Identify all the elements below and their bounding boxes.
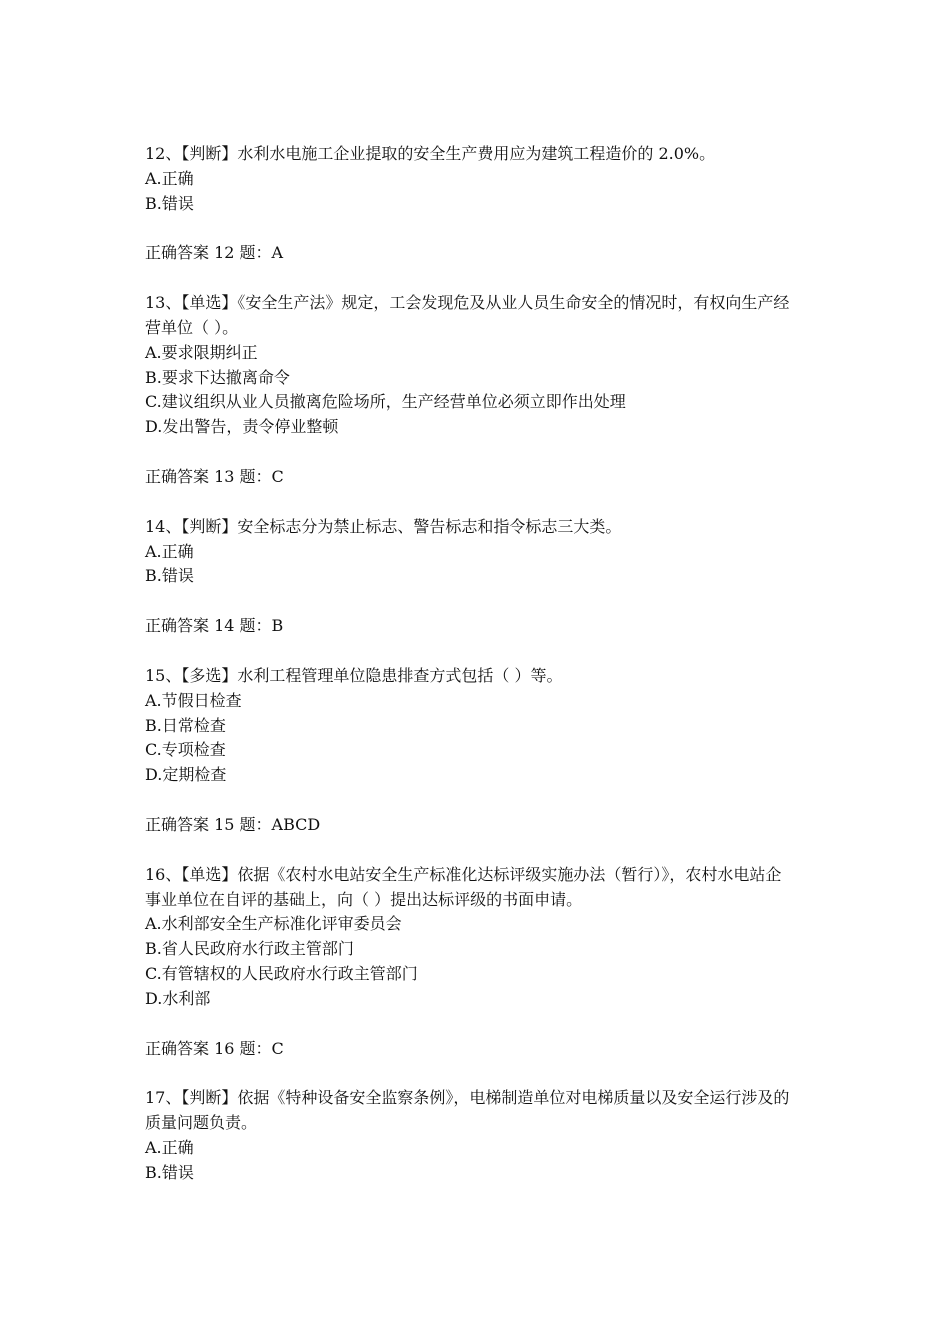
option-d: D.发出警告，责令停业整顿 — [145, 417, 339, 437]
question-text-continued: 事业单位在自评的基础上，向（ ）提出达标评级的书面申请。 — [145, 889, 583, 909]
option-b: B.错误 — [145, 193, 194, 213]
option-d: D.定期检查 — [145, 765, 227, 785]
question-15 — [145, 664, 817, 863]
option-a: A.正确 — [145, 1137, 194, 1157]
question-text-continued: 营单位（ ）。 — [145, 317, 239, 337]
question-text: 13、【单选】《安全生产法》规定，工会发现危及从业人员生命安全的情况时，有权向生产经 — [145, 293, 790, 313]
question-text-continued: 质量问题负责。 — [145, 1113, 258, 1133]
answer-line: 正确答案 16 题：C — [145, 1038, 284, 1058]
answer-line: 正确答案 14 题：B — [145, 616, 284, 636]
option-b: B.错误 — [145, 566, 194, 586]
option-c: C.建议组织从业人员撤离危险场所，生产经营单位必须立即作出处理 — [145, 392, 626, 412]
option-b: B.要求下达撤离命令 — [145, 367, 290, 387]
question-text: 14、【判断】安全标志分为禁止标志、警告标志和指令标志三大类。 — [145, 516, 622, 536]
option-d: D.水利部 — [145, 988, 211, 1008]
option-c: C.专项检查 — [145, 740, 226, 760]
question-17 — [145, 1086, 817, 1185]
option-a: A.正确 — [145, 541, 194, 561]
option-a: A.正确 — [145, 168, 194, 188]
document-page — [145, 142, 817, 1186]
option-a: A.节假日检查 — [145, 690, 242, 710]
option-c: C.有管辖权的人民政府水行政主管部门 — [145, 963, 418, 983]
question-12 — [145, 142, 817, 291]
option-b: B.日常检查 — [145, 715, 226, 735]
question-text: 17、【判断】依据《特种设备安全监察条例》，电梯制造单位对电梯质量以及安全运行涉及的 — [145, 1088, 790, 1108]
answer-line: 正确答案 15 题：ABCD — [145, 814, 321, 834]
question-text: 12、【判断】水利水电施工企业提取的安全生产费用应为建筑工程造价的 2.0%。 — [145, 144, 716, 163]
option-a: A.要求限期纠正 — [145, 342, 258, 362]
option-b: B.省人民政府水行政主管部门 — [145, 939, 354, 959]
question-text: 16、【单选】依据《农村水电站安全生产标准化达标评级实施办法（暂行）》，农村水电站企 — [145, 864, 782, 884]
answer-line: 正确答案 13 题：C — [145, 466, 284, 486]
question-16 — [145, 863, 817, 1087]
question-13 — [145, 291, 817, 515]
option-b: B.错误 — [145, 1162, 194, 1182]
answer-line: 正确答案 12 题：A — [145, 243, 284, 263]
question-14 — [145, 515, 817, 664]
question-text: 15、【多选】水利工程管理单位隐患排查方式包括（ ）等。 — [145, 665, 563, 685]
option-a: A.水利部安全生产标准化评审委员会 — [145, 914, 402, 934]
